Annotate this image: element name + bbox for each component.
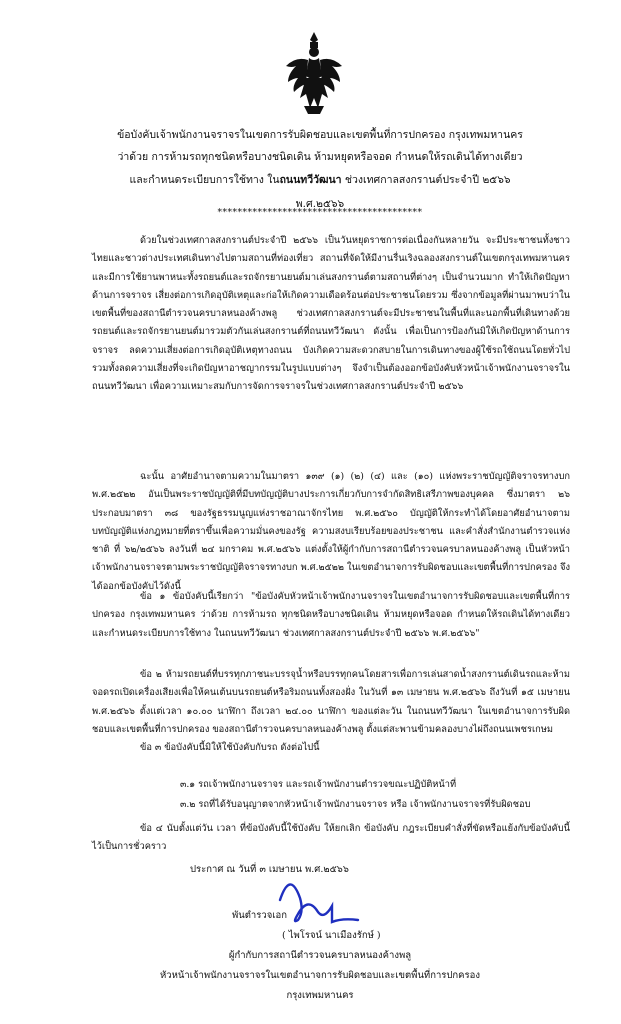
title-line-3	[60, 170, 580, 190]
paragraph-preamble-text: ด้วยในช่วงเทศกาลสงกรานต์ประจำปี ๒๕๖๖ เป็นวันหยุดราชการต่อเนื่องกันหลายวัน จะมีประชาชนทั้งชาวไทยและชาวต่างประเทศเดินทางไปตามสถานที่ท่องเที่ยว สถานที่จัดให้มีงานรื่นเริงฉลองสงกรานต์ในเขตกรุงเทพมหานคร และมีการใช้ยานพาหนะทั้งรถยนต์และรถจักรยานยนต์มาเล่นสงกรานต์ตามสถานที่ต่างๆ เป็นจำนวนมาก ทำให้เกิดปัญหาด้านการจราจร เสี่ยงต่อการเกิดอุบัติเหตุและก่อให้เกิดความเดือดร้อนต่อประชาชนโดยรวม ซึ่งจากข้อมูลที่ผ่านมาพบว่าในเขตพื้นที่ของสถานีตำรวจนครบาลหนองค้างพลู ช่วงเทศกาลสงกรานต์จะมีประชาชนในพื้นที่และนอกพื้นที่เดินทางด้วยรถยนต์และรถจักรยานยนต์มารวมตัวกันเล่นสงกรานต์ที่ถนนทวีวัฒนา ดังนั้น เพื่อเป็นการป้องกันมิให้เกิดปัญหาด้านการจราจร ลดความเสี่ยงต่อการเกิดอุบัติเหตุทางถนน บังเกิดความสะดวกสบายในการเดินทางของผู้ใช้รถใช้ถนนโดยทั่วไป รวมทั้งลดความเสี่ยงที่จะเกิดปัญหาอาชญากรรมในรูปแบบต่างๆ จึงจำเป็นต้องออกข้อบังคับหัวหน้าเจ้าพนักงานจราจรในถนนทวีวัฒนา เพื่อความเหมาะสมกับการจัดการจราจรในช่วงเทศกาลสงกรานต์ประจำปี ๒๕๖๖	[92, 235, 570, 393]
clause-1-text: ข้อ ๑ ข้อบังคับนี้เรียกว่า "ข้อบังคับหัวหน้าเจ้าพนักงานจราจรในเขตอำนาจการรับผิดชอบและเขตพื้นที่การปกครอง กรุงเทพมหานคร ว่าด้วย การห้ามรถ ทุกชนิดหรือบางชนิดเดิน ห้ามหยุดหรือจอด กำหนดให้รถเดินได้ทางเดียว และกำหนดระเบียบการใช้ทาง ในถนนทวีวัฒนา ช่วงเทศกาลสงกรานต์ประจำปี ๒๕๖๖ พ.ศ.๒๕๖๖"	[92, 591, 570, 639]
clause-2-text: ข้อ ๒ ห้ามรถยนต์ที่บรรทุกภาชนะบรรจุน้ำหรือบรรทุกคนโดยสารเพื่อการเล่นสาดน้ำสงกรานต์เดินรถและห้ามจอดรถเปิดเครื่องเสียงเพื่อให้คนเต้นบนรถยนต์หรือริมถนนทั้งสองฝั่ง ในวันที่ ๑๓ เมษายน พ.ศ.๒๕๖๖ ถึงวันที่ ๑๕ เมษายน พ.ศ.๒๕๖๖ ตั้งแต่เวลา ๑๐.๐๐ นาฬิกา ถึงเวลา ๒๔.๐๐ นาฬิกา ของแต่ละวัน ในถนนทวีวัฒนา ในเขตอำนาจการรับผิดชอบและเขตพื้นที่การปกครอง ของสถานีตำรวจนครบาลหนองค้างพลู ตั้งแต่สะพานข้ามคลองบางไผ่ถึงถนนเพชรเกษม	[92, 669, 570, 735]
signer-rank: พันตำรวจเอก	[232, 910, 287, 921]
clause-4-text: ข้อ ๔ นับตั้งแต่วัน เวลา ที่ข้อบังคับนี้ใช้บังคับ ให้ยกเลิก ข้อบังคับ กฎระเบียบคำสั่งที่ขัดหรือแย้งกับข้อบังคับนี้ไว้เป็นการชั่วคราว	[92, 823, 570, 853]
separator-stars: *****************************************	[217, 208, 423, 218]
clause-2	[92, 666, 570, 757]
clause-3-1: ๓.๑ รถเจ้าพนักงานจราจร และรถเจ้าพนักงานตำรวจขณะปฏิบัติหน้าที่	[180, 779, 457, 790]
signer-position-1: ผู้กำกับการสถานีตำรวจนครบาลหนองค้างพลู	[228, 950, 412, 961]
signer-name: ( ไพโรจน์ นาเมืองรักษ์ )	[282, 930, 381, 941]
clause-3-2: ๓.๒ รถที่ได้รับอนุญาตจากหัวหน้าเจ้าพนักงานจราจร หรือ เจ้าพนักงานจราจรที่รับผิดชอบ	[180, 799, 531, 810]
title-line-3-suffix: ช่วงเทศกาลสงกรานต์ประจำปี ๒๕๖๖	[341, 174, 511, 186]
title-line-3-prefix: และกำหนดระเบียบการใช้ทาง ใน	[129, 174, 280, 186]
title-year: พ.ศ.๒๕๖๖	[295, 198, 345, 210]
announcement-date: ประกาศ ณ วันที่ ๓ เมษายน พ.ศ.๒๕๖๖	[190, 864, 349, 875]
garuda-emblem-icon	[284, 28, 344, 118]
clause-3-text: ข้อ ๓ ข้อบังคับนี้มิให้ใช้บังคับกับรถ ดังต่อไปนี้	[140, 742, 320, 754]
paragraph-preamble	[92, 232, 570, 397]
title-road-name: ถนนทวีวัฒนา	[279, 174, 342, 186]
clause-4	[92, 820, 570, 857]
clause-1	[92, 588, 570, 643]
paragraph-authority-text: ฉะนั้น อาศัยอำนาจตามความในมาตรา ๑๓๙ (๑) (๒) (๔) และ (๑๐) แห่งพระราชบัญญัติจราจรทางบก พ.ศ.๒๕๒๒ อันเป็นพระราชบัญญัติที่มีบทบัญญัติบางประการเกี่ยวกับการจำกัดสิทธิเสรีภาพของบุคคล ซึ่งมาตรา ๒๖ ประกอบมาตรา ๓๘ ของรัฐธรรมนูญแห่งราชอาณาจักรไทย พ.ศ.๒๕๖๐ บัญญัติให้กระทำได้โดยอาศัยอำนาจตามบทบัญญัติแห่งกฎหมายที่ตราขึ้นเพื่อความมั่นคงของรัฐ ความสงบเรียบร้อยของประชาชน และคำสั่งสำนักงานตำรวจแห่งชาติ ที่ ๖๒/๒๕๖๖ ลงวันที่ ๒๔ มกราคม พ.ศ.๒๕๖๖ แต่งตั้งให้ผู้กำกับการสถานีตำรวจนครบาลหนองค้างพลู เป็นหัวหน้าเจ้าพนักงานจราจรตามพระราชบัญญัติจราจรทางบก พ.ศ.๒๕๒๒ ในเขตอำนาจการรับผิดชอบและเขตพื้นที่การปกครอง จึงได้ออกข้อบังคับไว้ดังนี้	[92, 471, 570, 592]
paragraph-authority	[92, 468, 570, 596]
signer-position-3: กรุงเทพมหานคร	[286, 990, 354, 1001]
title-line-2: ว่าด้วย การห้ามรถทุกชนิดหรือบางชนิดเดิน ห้ามหยุดหรือจอด กำหนดให้รถเดินได้ทางเดียว	[117, 151, 523, 163]
title-line-1: ข้อบังคับเจ้าพนักงานจราจรในเขตการรับผิดชอบและเขตพื้นที่การปกครอง กรุงเทพมหานคร	[117, 129, 523, 141]
signer-position-2: หัวหน้าเจ้าพนักงานจราจรในเขตอำนาจการรับผิดชอบและเขตพื้นที่การปกครอง	[160, 970, 480, 981]
